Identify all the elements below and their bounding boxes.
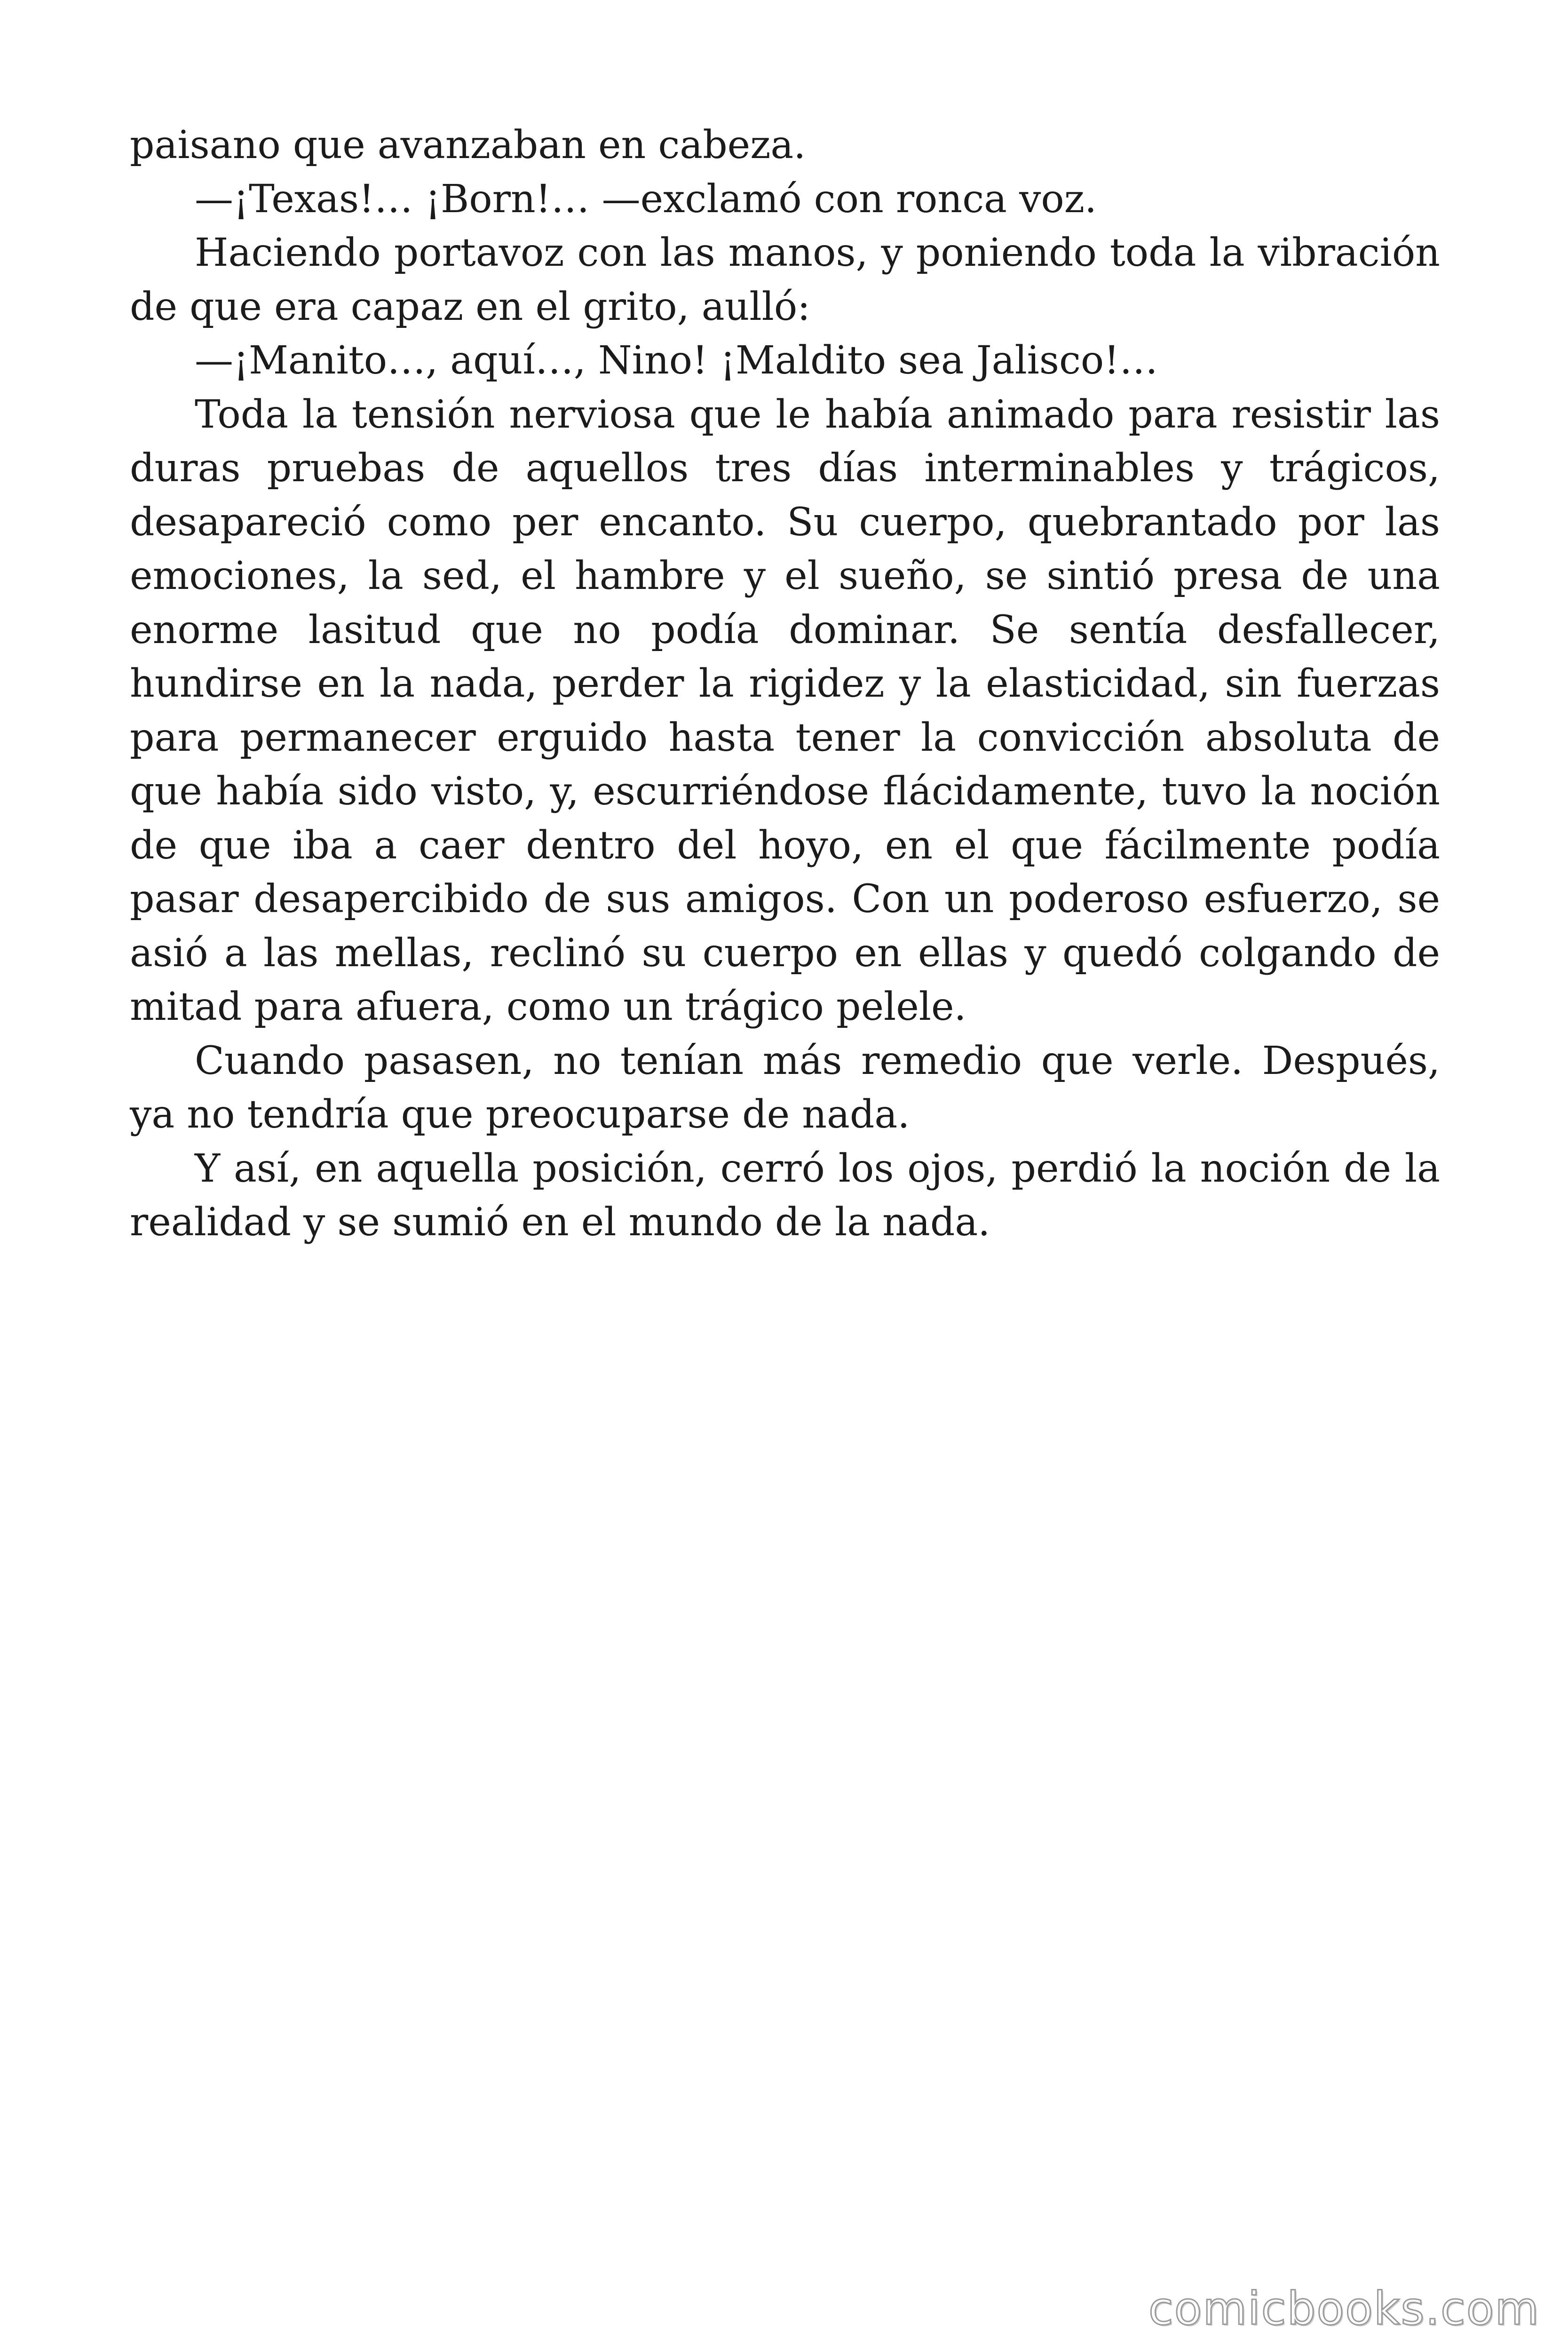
paragraph: Cuando pasasen, no tenían más remedio que verle. Después, ya no tendría que preocuparse de nada. — [130, 1038, 1440, 1137]
paragraph: Toda la tensión nerviosa que le había animado para resistir las duras pruebas de aquellos tres días interminables y trágicos, desapareció como per encanto. Su cuerpo, quebrantado por las emociones, la sed, el hambre y el sueño, se sintió presa de una enorme lasitud que no podía dominar. Se sentía desfallecer, hundirse en la nada, perder la rigidez y la elasticidad, sin fuerzas para permanecer erguido hasta tener la convicción absoluta de que había sido visto, y, escurriéndose flácidamente, tuvo la noción de que iba a caer dentro del hoyo, en el que fácilmente podía pasar desapercibido de sus amigos. Con un poderoso esfuerzo, se asió a las mellas, reclinó su cuerpo en ellas y quedó colgando de mitad para afuera, como un trágico pelele. — [130, 392, 1440, 1029]
paragraph: —¡Manito…, aquí…, Nino! ¡Maldito sea Jalisco!… — [195, 338, 1158, 383]
paragraph: —¡Texas!… ¡Born!… —exclamó con ronca voz. — [195, 176, 1097, 222]
paragraph: paisano que avanzaban en cabeza. — [130, 123, 806, 167]
watermark: comicbooks.com — [1148, 2282, 1540, 2335]
paragraph: Haciendo portavoz con las manos, y poniendo toda la vibración de que era capaz en el grito, aulló: — [130, 230, 1440, 329]
body-text — [130, 119, 1440, 1250]
paragraph: Y así, en aquella posición, cerró los ojos, perdió la noción de la realidad y se sumió en el mundo de la nada. — [130, 1146, 1440, 1245]
